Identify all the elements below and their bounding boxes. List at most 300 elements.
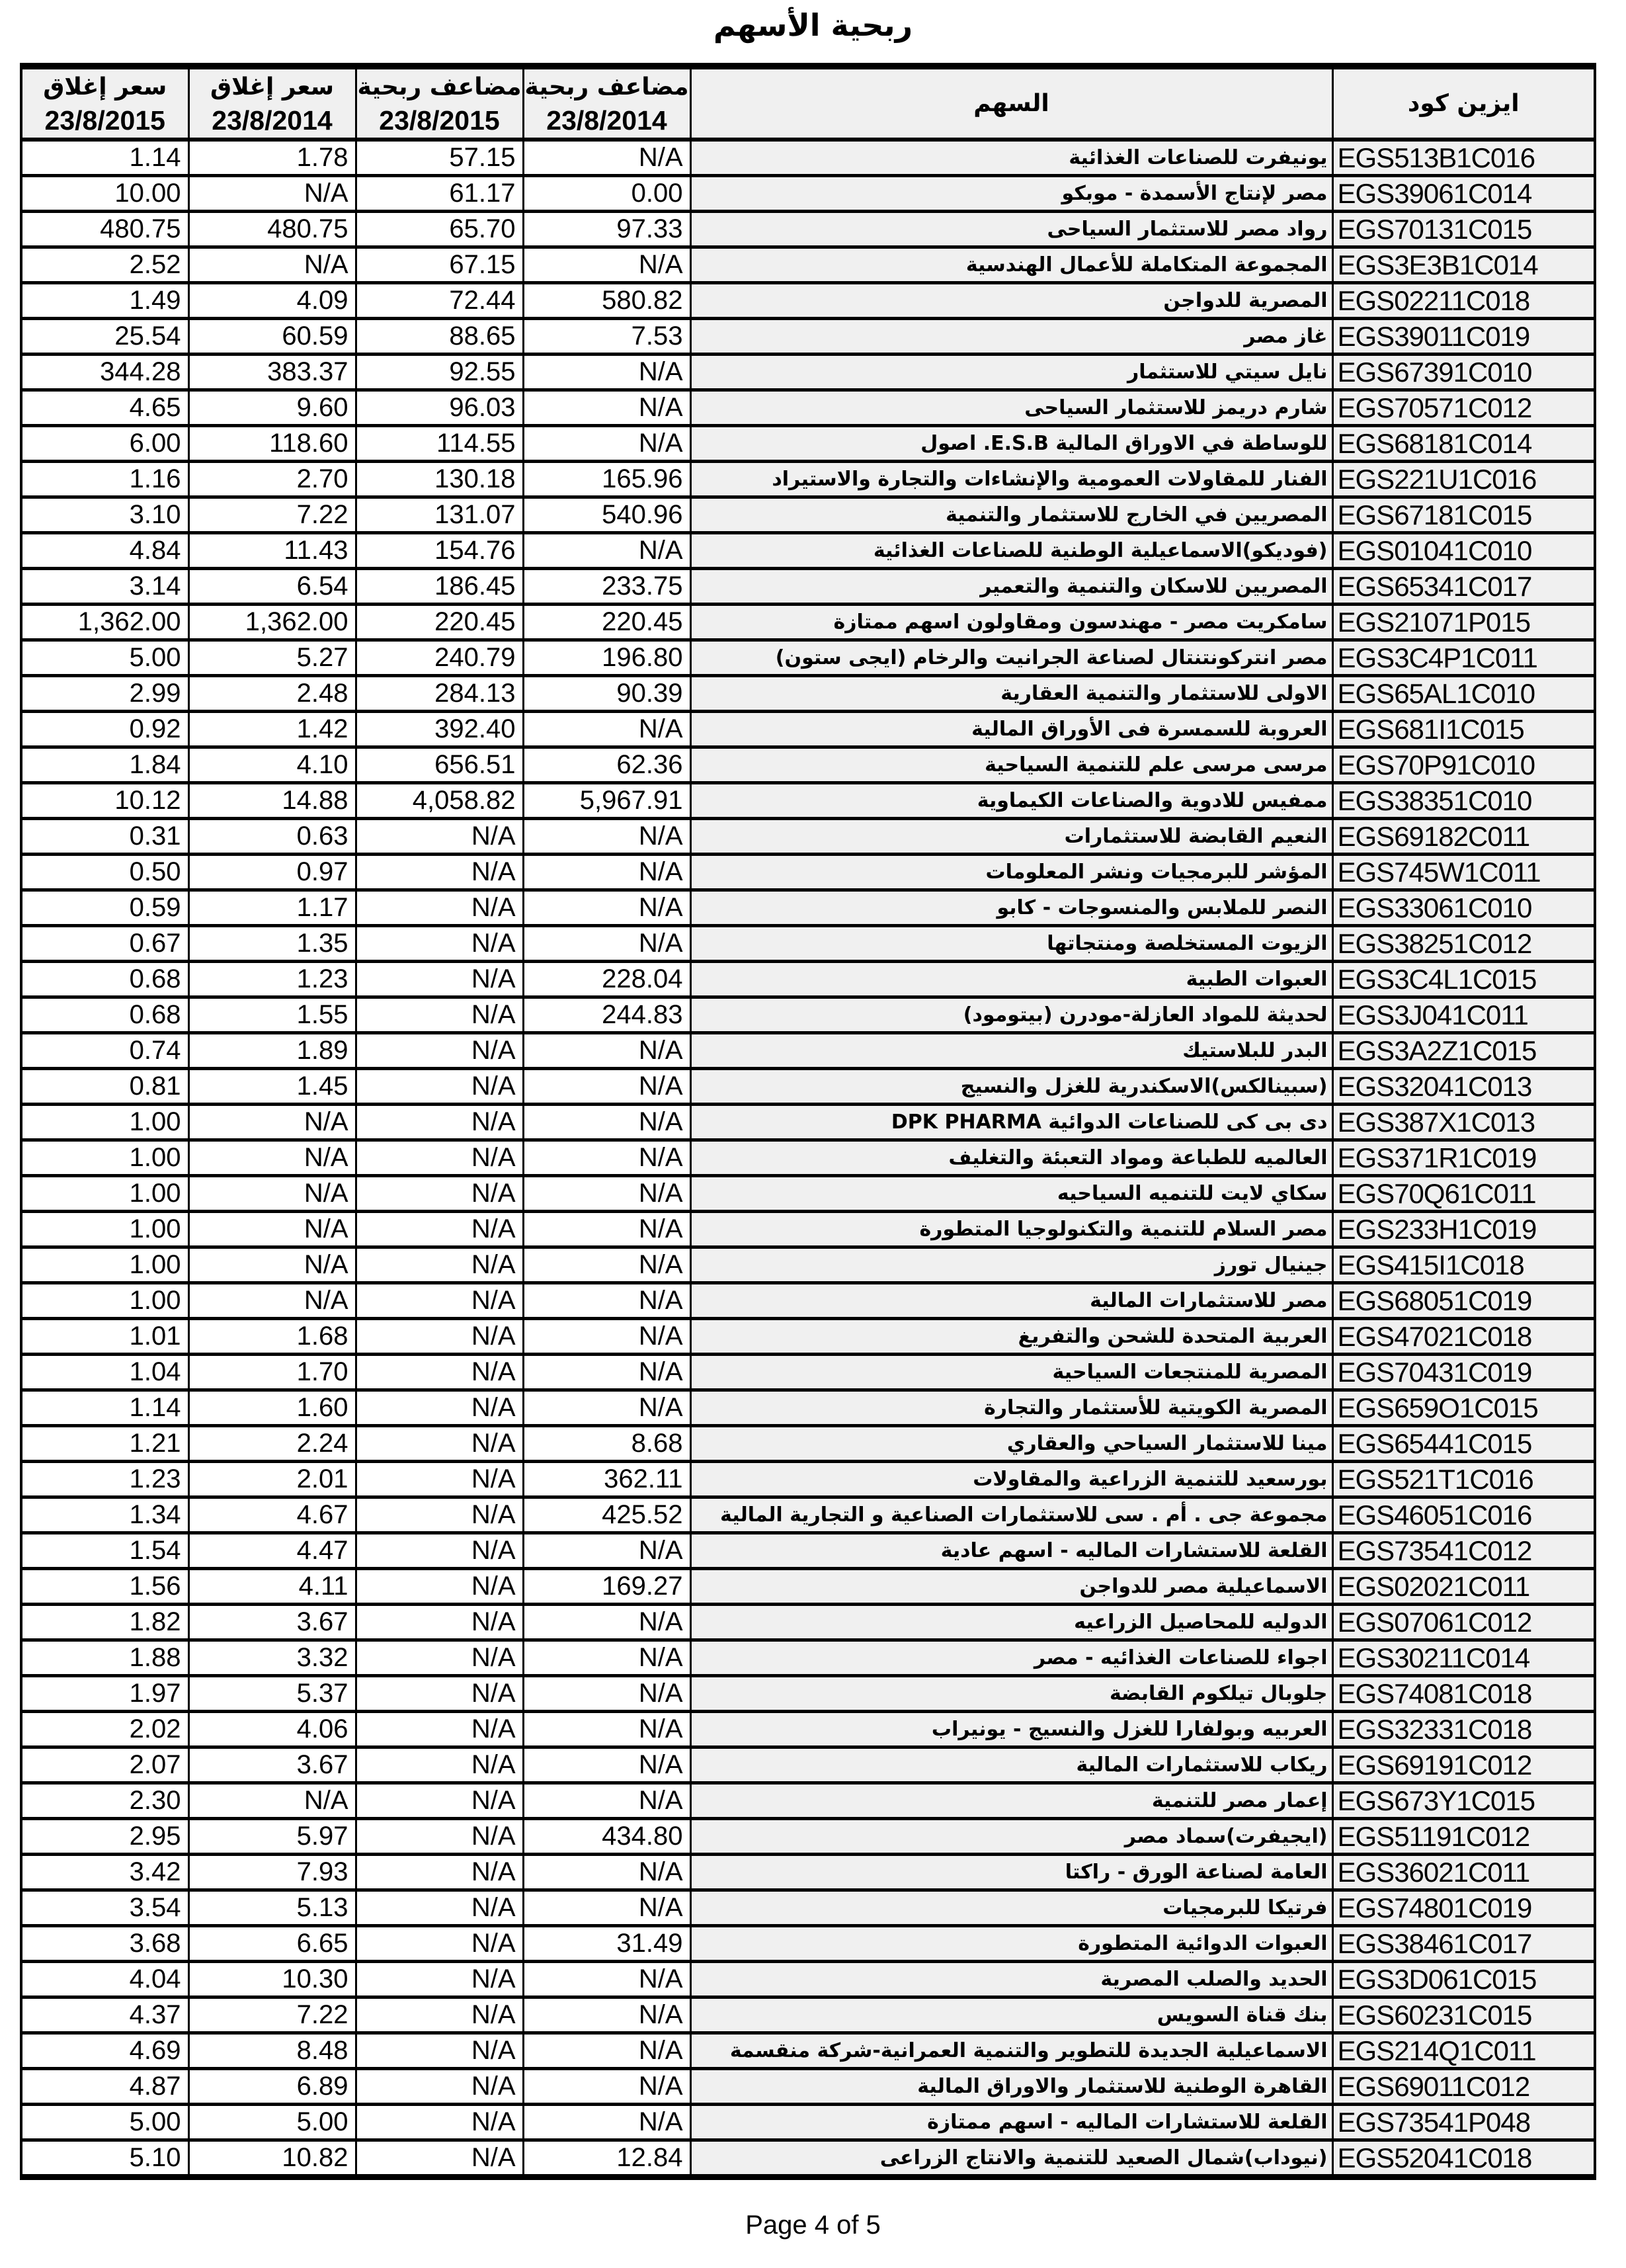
cell-close-2015: 1.14 [21,1390,188,1426]
cell-close-2015: 1.00 [21,1176,188,1212]
table-row [21,2105,1595,2140]
cell-pe-2014: N/A [523,2105,690,2140]
cell-stock: العالميه للطباعة ومواد التعبئة والتغليف [690,1140,1332,1176]
cell-isin: EGS681I1C015 [1332,712,1595,747]
cell-stock: سامكريت مصر - مهندسون ومقاولون اسهم ممتازة [690,605,1332,640]
cell-pe-2014: N/A [523,1712,690,1747]
cell-pe-2014: N/A [523,1355,690,1390]
cell-pe-2015: 65.70 [356,212,523,247]
cell-pe-2014: N/A [523,1997,690,2033]
cell-pe-2015: N/A [356,962,523,997]
cell-close-2015: 5.10 [21,2140,188,2177]
cell-close-2014: 6.65 [188,1926,356,1962]
cell-pe-2015: N/A [356,1212,523,1247]
cell-pe-2014: N/A [523,819,690,855]
cell-stock: المجموعة المتكاملة للأعمال الهندسية [690,247,1332,283]
cell-pe-2014: N/A [523,390,690,426]
cell-close-2015: 4.69 [21,2033,188,2069]
cell-close-2014: 7.22 [188,497,356,533]
cell-close-2015: 1.14 [21,140,188,176]
cell-close-2014: 6.89 [188,2069,356,2105]
cell-close-2014: 5.13 [188,1890,356,1926]
cell-isin: EGS68051C019 [1332,1283,1595,1319]
table-row [21,997,1595,1033]
table-row [21,1819,1595,1855]
cell-close-2014: 480.75 [188,212,356,247]
cell-stock: الاولى للاستثمار والتنمية العقارية [690,676,1332,712]
cell-close-2014: 2.48 [188,676,356,712]
header-pe-2015 [356,66,523,140]
header-close-2015-label: سعر إغلاق [43,73,167,101]
cell-stock: الحديد والصلب المصرية [690,1962,1332,1997]
cell-stock: سكاي لايت للتنميه السياحيه [690,1176,1332,1212]
cell-pe-2015: N/A [356,1176,523,1212]
table-row [21,1605,1595,1640]
header-stock-label: السهم [973,90,1049,117]
cell-isin: EGS47021C018 [1332,1319,1595,1355]
cell-stock: (نيوداب)شمال الصعيد للتنمية والانتاج الزراعى [690,2140,1332,2177]
table-row [21,1712,1595,1747]
cell-stock: نايل سيتي للاستثمار [690,355,1332,390]
cell-isin: EGS673Y1C015 [1332,1783,1595,1819]
cell-stock: العبوات الدوائية المتطورة [690,1926,1332,1962]
cell-stock: المؤشر للبرمجيات ونشر المعلومات [690,855,1332,890]
cell-close-2015: 1.00 [21,1105,188,1140]
cell-stock: (سبينالكس)الاسكندرية للغزل والنسيج [690,1069,1332,1105]
table-row [21,1926,1595,1962]
cell-close-2015: 2.30 [21,1783,188,1819]
cell-close-2014: N/A [188,1140,356,1176]
cell-close-2014: N/A [188,1176,356,1212]
table-row [21,1212,1595,1247]
cell-pe-2014: N/A [523,1676,690,1712]
cell-pe-2015: N/A [356,1783,523,1819]
cell-pe-2015: N/A [356,1390,523,1426]
table-row [21,640,1595,676]
cell-close-2014: 4.67 [188,1497,356,1533]
cell-close-2015: 2.02 [21,1712,188,1747]
cell-close-2015: 10.12 [21,783,188,819]
cell-pe-2014: 425.52 [523,1497,690,1533]
cell-stock: ريكاب للاستثمارات المالية [690,1747,1332,1783]
cell-isin: EGS70431C019 [1332,1355,1595,1390]
cell-pe-2015: N/A [356,1676,523,1712]
table-row [21,1319,1595,1355]
cell-stock: مصر السلام للتنمية والتكنولوجيا المتطورة [690,1212,1332,1247]
cell-isin: EGS70P91C010 [1332,747,1595,783]
cell-pe-2015: N/A [356,1105,523,1140]
cell-close-2015: 3.42 [21,1855,188,1890]
cell-close-2014: N/A [188,1247,356,1283]
cell-close-2015: 6.00 [21,426,188,462]
cell-close-2014: N/A [188,247,356,283]
cell-close-2014: 5.27 [188,640,356,676]
cell-pe-2014: N/A [523,1140,690,1176]
cell-close-2014: 5.00 [188,2105,356,2140]
table-row [21,962,1595,997]
cell-pe-2014: 0.00 [523,176,690,212]
cell-stock: القلعة للاستشارات الماليه - اسهم ممتازة [690,2105,1332,2140]
cell-pe-2015: N/A [356,819,523,855]
header-pe-2015-date: 23/8/2015 [379,105,500,136]
table-row [21,176,1595,212]
cell-pe-2015: 154.76 [356,533,523,569]
cell-isin: EGS3J041C011 [1332,997,1595,1033]
cell-isin: EGS69182C011 [1332,819,1595,855]
cell-close-2014: 7.93 [188,1855,356,1890]
header-close-2014 [188,66,356,140]
cell-stock: ممفيس للادوية والصناعات الكيماوية [690,783,1332,819]
cell-pe-2015: 131.07 [356,497,523,533]
cell-close-2015: 344.28 [21,355,188,390]
table-row [21,1462,1595,1497]
table-row [21,2140,1595,2177]
cell-pe-2015: 392.40 [356,712,523,747]
cell-pe-2015: 114.55 [356,426,523,462]
table-row [21,1176,1595,1212]
cell-close-2014: 5.97 [188,1819,356,1855]
table-row [21,569,1595,605]
cell-isin: EGS745W1C011 [1332,855,1595,890]
table-row [21,497,1595,533]
cell-pe-2015: 186.45 [356,569,523,605]
header-isin-label: ايزين كود [1407,90,1520,117]
cell-pe-2015: N/A [356,1747,523,1783]
cell-close-2015: 2.95 [21,1819,188,1855]
cell-isin: EGS67181C015 [1332,497,1595,533]
page-footer: Page 4 of 5 [745,2210,881,2240]
cell-pe-2015: N/A [356,1533,523,1569]
cell-close-2015: 1.00 [21,1247,188,1283]
cell-close-2014: 3.67 [188,1747,356,1783]
table-row [21,2069,1595,2105]
cell-close-2015: 0.68 [21,962,188,997]
cell-close-2014: 1.60 [188,1390,356,1426]
header-close-2015 [21,66,188,140]
cell-isin: EGS46051C016 [1332,1497,1595,1533]
cell-pe-2014: N/A [523,1747,690,1783]
cell-pe-2014: N/A [523,890,690,926]
cell-close-2014: 1.35 [188,926,356,962]
table-row [21,676,1595,712]
cell-pe-2015: N/A [356,1640,523,1676]
cell-isin: EGS3C4L1C015 [1332,962,1595,997]
cell-close-2014: 10.82 [188,2140,356,2177]
cell-pe-2014: 362.11 [523,1462,690,1497]
cell-close-2015: 1.01 [21,1319,188,1355]
cell-close-2015: 3.14 [21,569,188,605]
cell-close-2014: 4.09 [188,283,356,319]
cell-close-2014: 1,362.00 [188,605,356,640]
cell-isin: EGS32041C013 [1332,1069,1595,1105]
cell-pe-2015: N/A [356,1605,523,1640]
cell-close-2015: 480.75 [21,212,188,247]
cell-pe-2014: 31.49 [523,1926,690,1962]
cell-close-2015: 4.84 [21,533,188,569]
cell-close-2014: 14.88 [188,783,356,819]
table-row [21,1640,1595,1676]
cell-close-2014: 4.10 [188,747,356,783]
cell-pe-2015: 88.65 [356,319,523,355]
table-row [21,890,1595,926]
cell-stock: للوساطة في الاوراق المالية E.S.B. اصول [690,426,1332,462]
cell-close-2014: 11.43 [188,533,356,569]
cell-isin: EGS214Q1C011 [1332,2033,1595,2069]
cell-isin: EGS513B1C016 [1332,140,1595,176]
cell-close-2014: 60.59 [188,319,356,355]
cell-close-2014: 1.42 [188,712,356,747]
table-row [21,1247,1595,1283]
cell-close-2014: 6.54 [188,569,356,605]
cell-close-2014: 4.11 [188,1569,356,1605]
cell-pe-2014: 196.80 [523,640,690,676]
cell-stock: الاسماعيلية مصر للدواجن [690,1569,1332,1605]
table-row [21,533,1595,569]
cell-close-2015: 0.31 [21,819,188,855]
cell-isin: EGS521T1C016 [1332,1462,1595,1497]
cell-isin: EGS02211C018 [1332,283,1595,319]
cell-close-2014: 2.24 [188,1426,356,1462]
table-row [21,1355,1595,1390]
cell-pe-2015: 61.17 [356,176,523,212]
cell-isin: EGS21071P015 [1332,605,1595,640]
cell-stock: (ايجيفرت)سماد مصر [690,1819,1332,1855]
cell-pe-2014: 540.96 [523,497,690,533]
cell-isin: EGS3E3B1C014 [1332,247,1595,283]
cell-stock: المصريين للاسكان والتنمية والتعمير [690,569,1332,605]
cell-isin: EGS30211C014 [1332,1640,1595,1676]
cell-isin: EGS3C4P1C011 [1332,640,1595,676]
cell-isin: EGS73541C012 [1332,1533,1595,1569]
cell-pe-2014: 90.39 [523,676,690,712]
cell-pe-2015: N/A [356,1997,523,2033]
cell-stock: بورسعيد للتنمية الزراعية والمقاولات [690,1462,1332,1497]
cell-stock: الاسماعيلية الجديدة للتطوير والتنمية العمرانية-شركة منقسمة [690,2033,1332,2069]
table-header [21,66,1595,140]
cell-close-2015: 1.56 [21,1569,188,1605]
cell-close-2015: 1.16 [21,462,188,497]
cell-isin: EGS38251C012 [1332,926,1595,962]
cell-pe-2014: 97.33 [523,212,690,247]
cell-close-2015: 0.67 [21,926,188,962]
header-close-2014-label: سعر إغلاق [210,73,335,101]
cell-stock: اجواء للصناعات الغذائيه - مصر [690,1640,1332,1676]
cell-close-2015: 0.68 [21,997,188,1033]
cell-pe-2014: 169.27 [523,1569,690,1605]
cell-close-2015: 2.07 [21,1747,188,1783]
cell-pe-2014: N/A [523,1033,690,1069]
cell-close-2015: 25.54 [21,319,188,355]
table-row [21,247,1595,283]
cell-close-2014: 1.70 [188,1355,356,1390]
cell-pe-2014: 233.75 [523,569,690,605]
cell-pe-2015: 92.55 [356,355,523,390]
cell-pe-2014: 244.83 [523,997,690,1033]
cell-close-2014: 383.37 [188,355,356,390]
cell-pe-2015: N/A [356,1962,523,1997]
cell-stock: البدر للبلاستيك [690,1033,1332,1069]
cell-stock: العبوات الطبية [690,962,1332,997]
cell-close-2014: 7.22 [188,1997,356,2033]
cell-isin: EGS65441C015 [1332,1426,1595,1462]
cell-isin: EGS38461C017 [1332,1926,1595,1962]
cell-stock: مينا للاستثمار السياحي والعقاري [690,1426,1332,1462]
table-row [21,1783,1595,1819]
cell-isin: EGS70571C012 [1332,390,1595,426]
cell-pe-2015: N/A [356,1426,523,1462]
cell-pe-2015: N/A [356,2140,523,2177]
table-row [21,747,1595,783]
cell-stock: مجموعة جى . أم . سى للاستثمارات الصناعية و التجارية المالية [690,1497,1332,1533]
cell-pe-2014: N/A [523,1105,690,1140]
table-row [21,1497,1595,1533]
cell-close-2014: N/A [188,176,356,212]
cell-stock: شارم دريمز للاستثمار السياحى [690,390,1332,426]
cell-close-2015: 3.68 [21,1926,188,1962]
cell-pe-2014: N/A [523,355,690,390]
cell-close-2014: 9.60 [188,390,356,426]
cell-pe-2014: 220.45 [523,605,690,640]
cell-pe-2014: N/A [523,926,690,962]
cell-pe-2014: 7.53 [523,319,690,355]
table-row [21,1283,1595,1319]
cell-close-2014: 0.63 [188,819,356,855]
cell-pe-2015: N/A [356,1497,523,1533]
cell-pe-2014: 62.36 [523,747,690,783]
cell-stock: العربية المتحدة للشحن والتفريغ [690,1319,1332,1355]
cell-close-2015: 1.88 [21,1640,188,1676]
cell-close-2015: 0.92 [21,712,188,747]
cell-stock: النعيم القابضة للاستثمارات [690,819,1332,855]
header-pe-2014 [523,66,690,140]
cell-close-2015: 4.65 [21,390,188,426]
cell-stock: المصرية الكويتية للأستثمار والتجارة [690,1390,1332,1426]
header-close-2015-date: 23/8/2015 [44,105,165,136]
cell-isin: EGS52041C018 [1332,2140,1595,2177]
cell-pe-2015: N/A [356,855,523,890]
cell-stock: الدوليه للمحاصيل الزراعيه [690,1605,1332,1640]
cell-close-2014: 10.30 [188,1962,356,1997]
cell-pe-2014: N/A [523,1176,690,1212]
cell-pe-2015: 284.13 [356,676,523,712]
cell-close-2014: 1.23 [188,962,356,997]
cell-isin: EGS65341C017 [1332,569,1595,605]
cell-stock: مصر لإنتاج الأسمدة - موبكو [690,176,1332,212]
cell-pe-2015: N/A [356,1890,523,1926]
cell-stock: غاز مصر [690,319,1332,355]
cell-close-2014: N/A [188,1283,356,1319]
cell-stock: مصر للاستثمارات المالية [690,1283,1332,1319]
cell-isin: EGS38351C010 [1332,783,1595,819]
cell-close-2015: 1.00 [21,1212,188,1247]
cell-isin: EGS69011C012 [1332,2069,1595,2105]
cell-close-2014: 2.70 [188,462,356,497]
table-row [21,1533,1595,1569]
cell-pe-2015: N/A [356,1355,523,1390]
cell-isin: EGS33061C010 [1332,890,1595,926]
cell-pe-2014: N/A [523,1533,690,1569]
header-isin [1332,66,1595,140]
cell-pe-2015: 57.15 [356,140,523,176]
cell-isin: EGS60231C015 [1332,1997,1595,2033]
table-row [21,926,1595,962]
cell-close-2015: 2.52 [21,247,188,283]
cell-isin: EGS01041C010 [1332,533,1595,569]
cell-pe-2015: N/A [356,1462,523,1497]
cell-close-2015: 10.00 [21,176,188,212]
cell-pe-2014: 5,967.91 [523,783,690,819]
header-stock [690,66,1332,140]
page-title: ربحية الأسهم [713,7,913,43]
cell-pe-2015: 130.18 [356,462,523,497]
cell-stock: جلوبال تيلكوم القابضة [690,1676,1332,1712]
cell-close-2014: 4.47 [188,1533,356,1569]
cell-pe-2015: N/A [356,890,523,926]
cell-stock: النصر للملابس والمنسوجات - كابو [690,890,1332,926]
cell-close-2015: 0.50 [21,855,188,890]
cell-pe-2014: 580.82 [523,283,690,319]
cell-close-2015: 5.00 [21,2105,188,2140]
cell-isin: EGS74081C018 [1332,1676,1595,1712]
cell-pe-2015: N/A [356,1283,523,1319]
cell-stock: المصرية للدواجن [690,283,1332,319]
cell-close-2014: 3.67 [188,1605,356,1640]
cell-close-2015: 0.81 [21,1069,188,1105]
cell-pe-2014: N/A [523,1319,690,1355]
cell-close-2015: 4.87 [21,2069,188,2105]
cell-stock: العامة لصناعة الورق - راكتا [690,1855,1332,1890]
cell-isin: EGS659O1C015 [1332,1390,1595,1426]
cell-close-2015: 4.04 [21,1962,188,1997]
table-row [21,1390,1595,1426]
cell-pe-2015: 72.44 [356,283,523,319]
table-row [21,462,1595,497]
table-row [21,855,1595,890]
cell-close-2014: 1.89 [188,1033,356,1069]
cell-close-2014: 5.37 [188,1676,356,1712]
cell-stock: بنك قناة السويس [690,1997,1332,2033]
cell-isin: EGS74801C019 [1332,1890,1595,1926]
cell-pe-2014: N/A [523,1783,690,1819]
cell-pe-2014: N/A [523,1605,690,1640]
cell-isin: EGS68181C014 [1332,426,1595,462]
cell-isin: EGS70131C015 [1332,212,1595,247]
cell-pe-2015: N/A [356,1069,523,1105]
cell-pe-2014: N/A [523,247,690,283]
cell-pe-2015: N/A [356,1926,523,1962]
table-row [21,426,1595,462]
cell-close-2014: N/A [188,1783,356,1819]
cell-stock: القلعة للاستشارات الماليه - اسهم عادية [690,1533,1332,1569]
cell-close-2015: 1.84 [21,747,188,783]
table-row [21,1747,1595,1783]
table-row [21,319,1595,355]
cell-stock: جينيال تورز [690,1247,1332,1283]
table-row [21,283,1595,319]
cell-stock: مصر انتركونتنتال لصناعة الجرانيت والرخام (ايجى ستون) [690,640,1332,676]
cell-isin: EGS51191C012 [1332,1819,1595,1855]
cell-isin: EGS02021C011 [1332,1569,1595,1605]
cell-pe-2015: N/A [356,1319,523,1355]
cell-pe-2014: N/A [523,140,690,176]
table-row [21,1997,1595,2033]
cell-pe-2015: 220.45 [356,605,523,640]
cell-pe-2015: 240.79 [356,640,523,676]
cell-close-2014: 8.48 [188,2033,356,2069]
cell-isin: EGS65AL1C010 [1332,676,1595,712]
cell-isin: EGS69191C012 [1332,1747,1595,1783]
cell-close-2014: 1.55 [188,997,356,1033]
